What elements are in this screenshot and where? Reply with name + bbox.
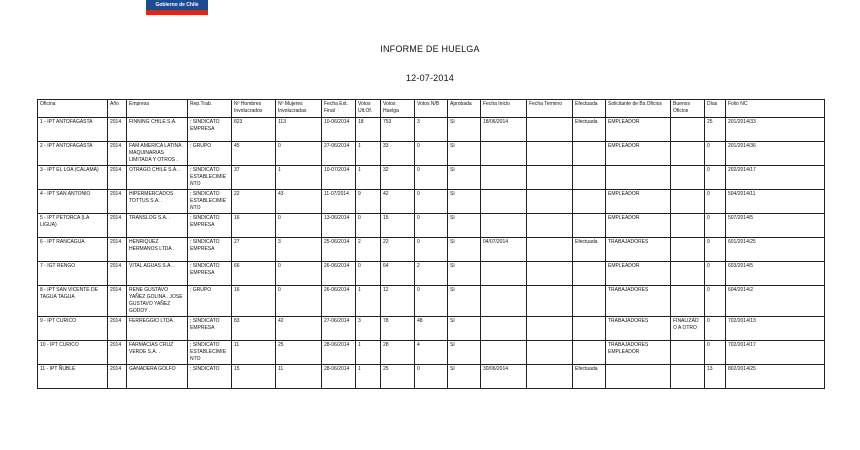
table-cell: SI [448, 286, 481, 317]
table-cell: 0 [705, 166, 726, 190]
table-cell: SI [448, 365, 481, 389]
table-cell [671, 286, 705, 317]
table-cell: 11 [232, 341, 276, 365]
table-cell [573, 317, 606, 341]
table-cell [671, 190, 705, 214]
column-header: Fecha Termino [527, 100, 573, 118]
table-cell [481, 341, 527, 365]
table-cell: EMPLEADOR [606, 118, 671, 142]
table-cell: 30/06/2014 [481, 365, 527, 389]
table-cell [671, 118, 705, 142]
column-header: Folio NC [726, 100, 825, 118]
table-cell: ; SINDICATO EMPRESA [188, 118, 232, 142]
table-cell: 2014 [108, 190, 127, 214]
table-cell [573, 214, 606, 238]
table-cell: 25 [381, 365, 415, 389]
table-cell: 1 [276, 166, 322, 190]
table-cell: 64 [381, 262, 415, 286]
table-cell: 4 - IPT SAN ANTONIO [38, 190, 108, 214]
table-cell: SI [448, 118, 481, 142]
table-cell: 1 [356, 166, 381, 190]
table-cell: 9 [705, 238, 726, 262]
table-cell: 22 [232, 190, 276, 214]
table-cell: 0 [415, 365, 448, 389]
table-cell: TRABAJADORES [606, 286, 671, 317]
table-cell [671, 341, 705, 365]
table-cell: EMPLEADOR [606, 190, 671, 214]
column-header: Aprobada [448, 100, 481, 118]
strike-report-table [37, 99, 825, 389]
table-cell: 25 [276, 341, 322, 365]
table-cell [527, 142, 573, 166]
column-header: Días [705, 100, 726, 118]
table-cell: 507/2014/5 [726, 214, 825, 238]
table-cell: 78 [381, 317, 415, 341]
table-cell: 0 [415, 142, 448, 166]
table-cell: 2014 [108, 341, 127, 365]
table-cell: 0 [415, 190, 448, 214]
table-cell: TRABAJADORES [606, 317, 671, 341]
table-cell: 601/2014/25 [726, 238, 825, 262]
table-cell: 3 [356, 317, 381, 341]
column-header: Nº Hombres Involucrados [232, 100, 276, 118]
logo-red-band [146, 10, 208, 15]
table-cell: 32 [381, 166, 415, 190]
table-cell: 27-06/2014 [322, 317, 356, 341]
table-cell: 15 [232, 365, 276, 389]
table-cell: 2014 [108, 238, 127, 262]
table-cell [481, 166, 527, 190]
table-cell: 702/2014/17 [726, 341, 825, 365]
table-cell: 8 - IPT SAN VICENTE DE TAGUA TAGUA [38, 286, 108, 317]
table-cell: ; GRUPO [188, 142, 232, 166]
table-cell: 2 - IPT ANTOFAGASTA [38, 142, 108, 166]
table-cell: EMPLEADOR [606, 214, 671, 238]
table-cell: FINALIZADO A OTRO [671, 317, 705, 341]
table-cell: 0 [276, 262, 322, 286]
column-header: Buenos Oficios [671, 100, 705, 118]
table-row [38, 214, 825, 238]
table-cell: ; SINDICATO EMPRESA [188, 317, 232, 341]
table-cell: 18 [356, 118, 381, 142]
table-cell: 45 [232, 142, 276, 166]
table-cell [606, 166, 671, 190]
table-cell: 7 - IGT RENGO [38, 262, 108, 286]
table-row [38, 286, 825, 317]
table-cell: 16 [232, 286, 276, 317]
table-cell: 603/2014/5 [726, 262, 825, 286]
table-cell: HENRIQUEZ HERMANOS LTDA . [127, 238, 188, 262]
table-cell: 26-06/2014 [322, 286, 356, 317]
table-cell: 28-06/2014 [322, 365, 356, 389]
column-header: Efectuada [573, 100, 606, 118]
table-cell: 0 [415, 238, 448, 262]
table-cell [671, 142, 705, 166]
table-cell: SI [448, 166, 481, 190]
table-cell: ; GRUPO [188, 286, 232, 317]
table-cell: 5 - IPT PETORCA (LA LIGUA) [38, 214, 108, 238]
table-cell: FARMACIAS CRUZ VERDE S.A. . [127, 341, 188, 365]
table-cell [527, 190, 573, 214]
table-cell: FINNING CHILE S.A. [127, 118, 188, 142]
table-cell: 2014 [108, 317, 127, 341]
column-header: Año [108, 100, 127, 118]
table-cell [573, 341, 606, 365]
table-cell [671, 262, 705, 286]
table-cell: SI [448, 190, 481, 214]
table-cell: 2014 [108, 286, 127, 317]
table-row [38, 341, 825, 365]
table-cell: ; SINDICATO EMPRESA [188, 214, 232, 238]
table-cell [527, 166, 573, 190]
table-cell: 0 [705, 317, 726, 341]
table-cell: 37 [232, 166, 276, 190]
column-header: Votos Ult.Of. [356, 100, 381, 118]
table-cell: 0 [356, 214, 381, 238]
table-cell: TRABAJADORES [606, 238, 671, 262]
table-cell: 0 [705, 262, 726, 286]
table-cell: 823 [232, 118, 276, 142]
table-cell: 3 [276, 238, 322, 262]
table-cell: SI [448, 341, 481, 365]
column-header: Fecha Ext. Final [322, 100, 356, 118]
table-cell: 18/06/2014 [481, 118, 527, 142]
column-header: Votos N/B [415, 100, 448, 118]
table-cell [573, 286, 606, 317]
column-header: Rep.Trab. [188, 100, 232, 118]
table-cell: SI [448, 214, 481, 238]
table-cell: 0 [705, 142, 726, 166]
table-cell: 3 - IPT EL LOA (CALAMA) [38, 166, 108, 190]
table-cell: 42 [381, 190, 415, 214]
table-cell: 0 [705, 214, 726, 238]
table-cell [527, 341, 573, 365]
table-cell: 66 [232, 262, 276, 286]
table-cell: 2014 [108, 118, 127, 142]
table-cell [671, 238, 705, 262]
table-cell: 10-07/2014 [322, 166, 356, 190]
column-header: Oficina [38, 100, 108, 118]
table-cell: 13-06/2014 [322, 214, 356, 238]
table-cell [527, 118, 573, 142]
table-cell: 2014 [108, 262, 127, 286]
table-cell: ; SINDICATO ESTABLECIMIENTO [188, 341, 232, 365]
table-cell: 201/2014/36 [726, 142, 825, 166]
table-cell: 15 [381, 214, 415, 238]
table-cell [573, 166, 606, 190]
table-cell: HIPERMERCADOS TOTTUS S.A. . [127, 190, 188, 214]
table-cell: 604/2014/2 [726, 286, 825, 317]
table-cell: 27 [232, 238, 276, 262]
table-cell: 0 [705, 341, 726, 365]
table-cell: 12 [381, 286, 415, 317]
table-cell: 2014 [108, 365, 127, 389]
table-row [38, 317, 825, 341]
table-cell [481, 286, 527, 317]
header-row [38, 100, 825, 118]
table-cell: 6 - IPT RANCAGUA [38, 238, 108, 262]
table-cell: 25 [705, 118, 726, 142]
table-cell: 11-07/2014 [322, 190, 356, 214]
table-cell: SI [448, 317, 481, 341]
table-cell: 13 [705, 365, 726, 389]
table-cell: ; SINDICATO ESTABLECIMIENTO [188, 190, 232, 214]
table-cell: 0 [356, 262, 381, 286]
table-cell: 9 - IPT CURICO [38, 317, 108, 341]
table-cell: 0 [276, 286, 322, 317]
table-cell: TRANSLOG S.A. . [127, 214, 188, 238]
table-row [38, 238, 825, 262]
table-cell: 0 [705, 190, 726, 214]
table-cell [606, 365, 671, 389]
table-cell: 10-06/2014 [322, 118, 356, 142]
table-cell: ; SINDICATO EMPRESA [188, 238, 232, 262]
table-cell [527, 214, 573, 238]
table-cell [573, 190, 606, 214]
table-cell: 48 [415, 317, 448, 341]
table-cell: OTRAGO CHILE S.A. . [127, 166, 188, 190]
column-header: Empresa [127, 100, 188, 118]
table-cell [527, 238, 573, 262]
table-cell: 201/2014/33 [726, 118, 825, 142]
government-logo [146, 0, 208, 15]
table-cell [481, 317, 527, 341]
table-cell: 0 [415, 214, 448, 238]
table-cell: SI [448, 262, 481, 286]
table-cell: 83 [232, 317, 276, 341]
table-cell: 2014 [108, 166, 127, 190]
table-row [38, 118, 825, 142]
report-title: INFORME DE HUELGA [380, 44, 480, 54]
table-cell: 33 [381, 142, 415, 166]
table-cell: 0 [276, 142, 322, 166]
column-header: Nº Mujeres Involucradas [276, 100, 322, 118]
table-cell: 27-06/2014 [322, 142, 356, 166]
table-cell: 28-06/2014 [322, 341, 356, 365]
table-cell: 04/07/2014 [481, 238, 527, 262]
table-cell: 43 [276, 190, 322, 214]
table-cell: Efectuada [573, 238, 606, 262]
table-cell: 2 [356, 238, 381, 262]
table-cell: FERREGGIO LTDA . [127, 317, 188, 341]
report-date: 12-07-2014 [405, 73, 455, 83]
table-cell: SI [448, 142, 481, 166]
table-cell: VITAL AGUAS S.A. . [127, 262, 188, 286]
table-cell: 113 [276, 118, 322, 142]
logo-label: Gobierno de Chile [155, 2, 199, 8]
table-cell: 753 [381, 118, 415, 142]
table-cell [527, 317, 573, 341]
column-header: Votos Huelga [381, 100, 415, 118]
table-cell: 0 [415, 286, 448, 317]
table-cell: 504/2014/11 [726, 190, 825, 214]
table-cell: 28 [381, 341, 415, 365]
table-cell [671, 214, 705, 238]
table-cell: 702/2014/13 [726, 317, 825, 341]
table-cell: 0 [276, 214, 322, 238]
table-cell: FAM AMERICA LATINA MAQUINARIAS LIMITADA Y OTROS . [127, 142, 188, 166]
table-cell: 1 [356, 365, 381, 389]
table-cell [481, 262, 527, 286]
table-row [38, 262, 825, 286]
table-cell: 3 [415, 118, 448, 142]
table-cell: 2014 [108, 142, 127, 166]
table-cell: 0 [415, 166, 448, 190]
table-cell [481, 190, 527, 214]
table-cell [671, 365, 705, 389]
table-cell: 2014 [108, 214, 127, 238]
table-cell: GANADERA GOLFO [127, 365, 188, 389]
table-cell: 0 [705, 286, 726, 317]
table-cell: 1 - IPT ANTOFAGASTA [38, 118, 108, 142]
table-cell: 11 - IPT ÑUBLE [38, 365, 108, 389]
table-cell: EMPLEADOR [606, 142, 671, 166]
table-cell: 9 [356, 190, 381, 214]
table-row [38, 365, 825, 389]
table-cell: Efectuada [573, 118, 606, 142]
table-cell [573, 142, 606, 166]
table-cell [573, 262, 606, 286]
table-cell: ; SINDICATO EMPRESA [188, 262, 232, 286]
table-cell: SI [448, 238, 481, 262]
table-cell: RENE GUSTAVO YAÑEZ GOLINA . JOSE GUSTAVO YAÑEZ GODOY . [127, 286, 188, 317]
table-cell [527, 365, 573, 389]
table-row [38, 142, 825, 166]
table-cell: 1 [356, 286, 381, 317]
table-row [38, 166, 825, 190]
table-cell [527, 262, 573, 286]
table-row [38, 190, 825, 214]
table-cell: 2 [415, 262, 448, 286]
table-cell: TRABAJADORES EMPLEADOR [606, 341, 671, 365]
column-header: Solicitante de Bs.Oficios [606, 100, 671, 118]
table-cell: EMPLEADOR [606, 262, 671, 286]
table-cell [481, 214, 527, 238]
table-cell: Efectuada [573, 365, 606, 389]
table-cell: 11 [276, 365, 322, 389]
table-cell [527, 286, 573, 317]
table-cell: 1 [356, 142, 381, 166]
table-cell: 202/2014/17 [726, 166, 825, 190]
table-cell: 16 [232, 214, 276, 238]
column-header: Fecha Inicio [481, 100, 527, 118]
table-cell: 42 [276, 317, 322, 341]
table-cell: 4 [415, 341, 448, 365]
table-cell: 802/2014/25 [726, 365, 825, 389]
table-cell: 26-06/2014 [322, 262, 356, 286]
table-cell: ; SINDICATO ESTABLECIMIENTO [188, 166, 232, 190]
table-cell [671, 166, 705, 190]
table-cell [481, 142, 527, 166]
table-cell: 22 [381, 238, 415, 262]
table-cell: 1 [356, 341, 381, 365]
table-cell: 10 - IPT CURICO [38, 341, 108, 365]
table-cell: 25-06/2014 [322, 238, 356, 262]
table-cell: ; SINDICATO [188, 365, 232, 389]
